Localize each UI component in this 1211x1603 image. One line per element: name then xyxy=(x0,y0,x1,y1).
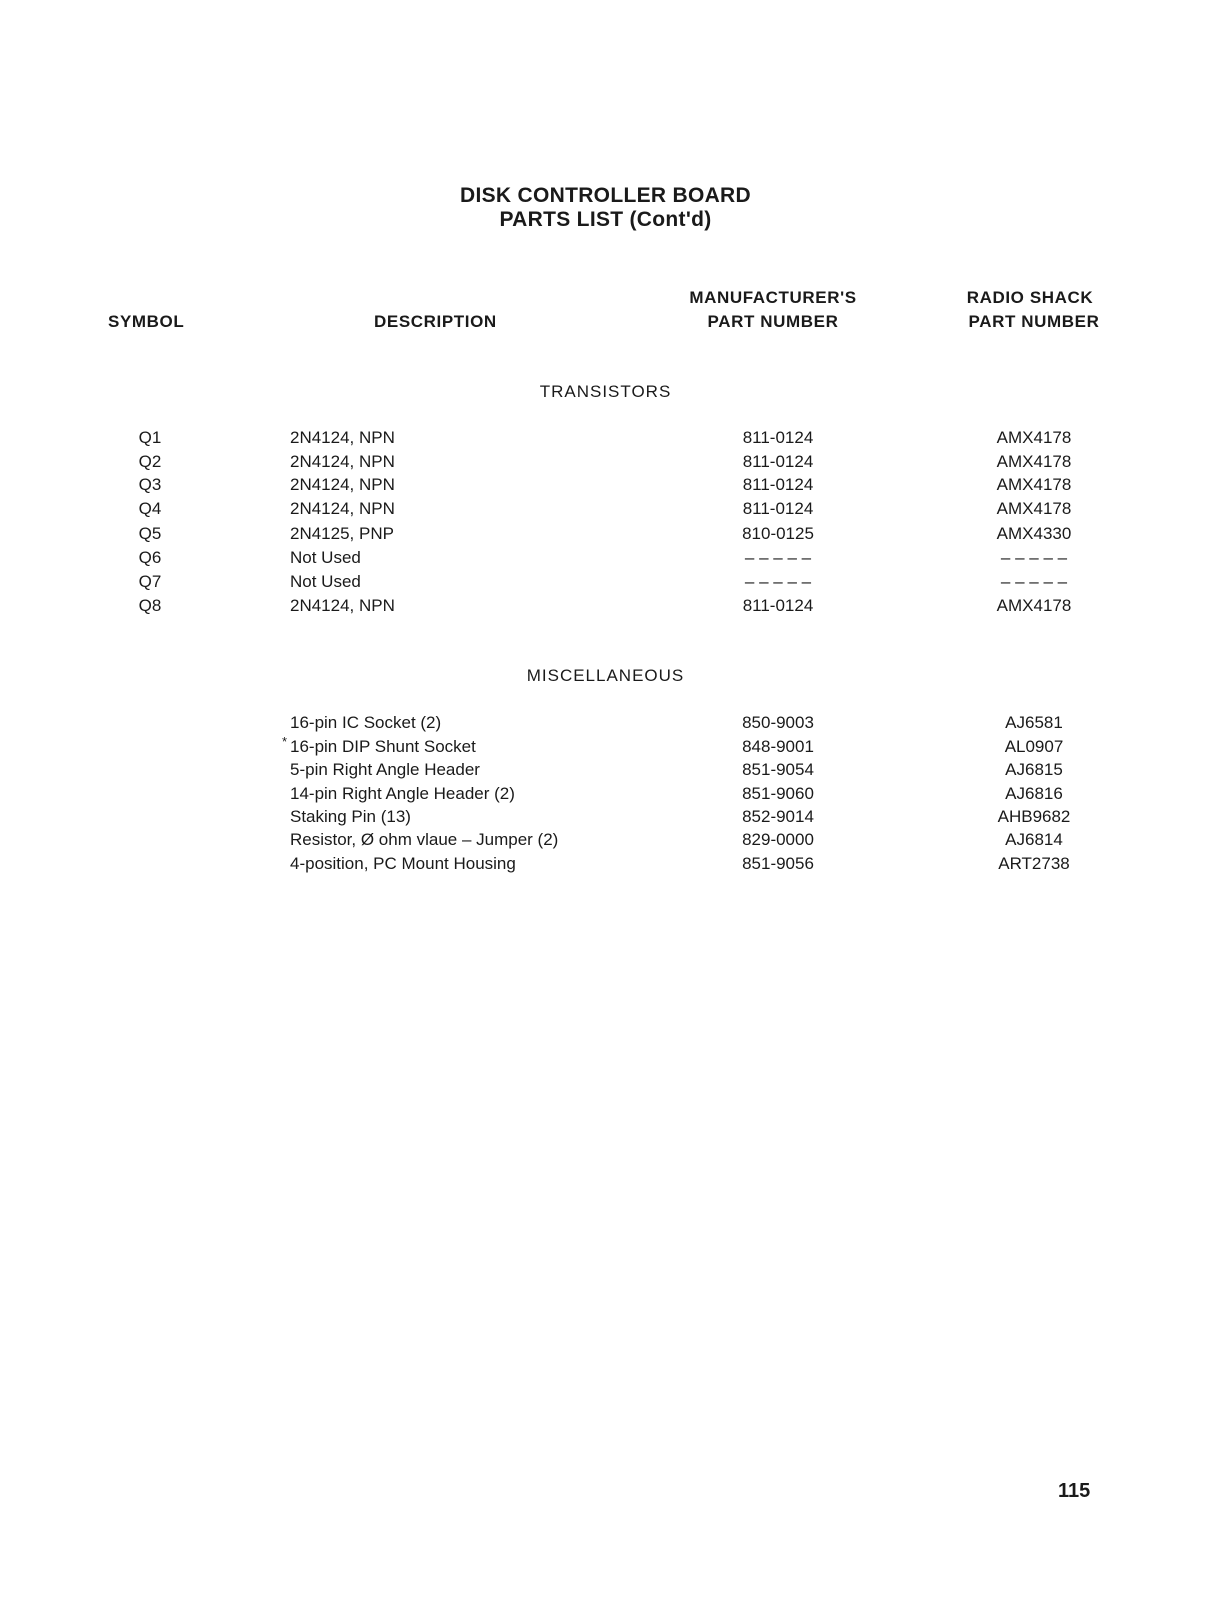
mfr-part-cell: 810-0125 xyxy=(742,524,814,543)
rs-part-cell: AJ6814 xyxy=(1005,830,1063,849)
mfr-part-cell: 811-0124 xyxy=(742,596,814,615)
symbol-cell: Q4 xyxy=(138,499,162,518)
rs-part-cell: ART2738 xyxy=(998,854,1070,873)
description-cell: Staking Pin (13) xyxy=(290,807,411,826)
mfr-part-cell: 851-9056 xyxy=(742,854,814,873)
description-cell xyxy=(282,734,476,757)
description-cell: 14-pin Right Angle Header (2) xyxy=(290,784,515,803)
table-row xyxy=(0,524,1211,548)
mfr-part-cell: 851-9060 xyxy=(742,784,814,803)
rs-part-cell: AL0907 xyxy=(1004,737,1064,756)
rs-part-cell: – – – – – xyxy=(1000,548,1068,567)
table-row xyxy=(0,596,1211,620)
rs-part-cell: AJ6816 xyxy=(1005,784,1063,803)
mfr-part-cell: 829-0000 xyxy=(742,830,814,849)
symbol-cell: Q1 xyxy=(138,428,162,447)
header-radioshack-line1: RADIO SHACK xyxy=(966,288,1094,307)
symbol-cell: Q7 xyxy=(138,572,162,591)
description-cell: 2N4125, PNP xyxy=(290,524,394,543)
table-row xyxy=(0,807,1211,831)
mfr-part-cell: 811-0124 xyxy=(742,475,814,494)
table-row xyxy=(0,499,1211,523)
table-row xyxy=(0,830,1211,854)
description-cell: Not Used xyxy=(290,548,361,567)
page-title-line1: DISK CONTROLLER BOARD xyxy=(460,184,751,207)
rs-part-cell: AMX4178 xyxy=(996,428,1072,447)
symbol-cell: Q3 xyxy=(138,475,162,494)
description-cell: 2N4124, NPN xyxy=(290,452,395,471)
description-cell: 2N4124, NPN xyxy=(290,499,395,518)
mfr-part-cell: 811-0124 xyxy=(742,452,814,471)
header-radioshack-line2: PART NUMBER xyxy=(968,312,1100,331)
header-manufacturer-line2: PART NUMBER xyxy=(707,312,839,331)
symbol-cell: Q5 xyxy=(138,524,162,543)
rs-part-cell: AJ6581 xyxy=(1005,713,1063,732)
description-text: 16-pin DIP Shunt Socket xyxy=(290,737,476,756)
description-cell: 2N4124, NPN xyxy=(290,596,395,615)
symbol-cell: Q8 xyxy=(138,596,162,615)
description-cell: 16-pin IC Socket (2) xyxy=(290,713,442,732)
mfr-part-cell: – – – – – xyxy=(744,572,812,591)
description-cell: Not Used xyxy=(290,572,361,591)
note-asterisk: * xyxy=(282,734,288,749)
rs-part-cell: AMX4178 xyxy=(996,596,1072,615)
rs-part-cell: – – – – – xyxy=(1000,572,1068,591)
description-cell: 2N4124, NPN xyxy=(290,475,395,494)
table-row xyxy=(0,734,1211,761)
mfr-part-cell: 850-9003 xyxy=(742,713,814,732)
mfr-part-cell: 811-0124 xyxy=(742,499,814,518)
description-cell: 5-pin Right Angle Header xyxy=(290,760,480,779)
rs-part-cell: AMX4178 xyxy=(996,499,1072,518)
description-cell: 2N4124, NPN xyxy=(290,428,395,447)
section-miscellaneous-label: MISCELLANEOUS xyxy=(526,666,685,685)
table-row xyxy=(0,452,1211,476)
header-symbol: SYMBOL xyxy=(108,312,185,331)
symbol-cell: Q2 xyxy=(138,452,162,471)
description-cell: Resistor, Ø ohm vlaue – Jumper (2) xyxy=(290,830,559,849)
rs-part-cell: AMX4178 xyxy=(996,452,1072,471)
page-title-line2: PARTS LIST (Cont'd) xyxy=(499,208,712,231)
table-row xyxy=(0,854,1211,878)
rs-part-cell: AHB9682 xyxy=(997,807,1071,826)
mfr-part-cell: 851-9054 xyxy=(742,760,814,779)
mfr-part-cell: 811-0124 xyxy=(742,428,814,447)
mfr-part-cell: 852-9014 xyxy=(742,807,814,826)
table-row xyxy=(0,548,1211,572)
table-row xyxy=(0,713,1211,737)
mfr-part-cell: 848-9001 xyxy=(742,737,814,756)
rs-part-cell: AMX4330 xyxy=(996,524,1072,543)
table-row xyxy=(0,760,1211,784)
mfr-part-cell: – – – – – xyxy=(744,548,812,567)
table-row xyxy=(0,475,1211,499)
rs-part-cell: AJ6815 xyxy=(1005,760,1063,779)
description-cell: 4-position, PC Mount Housing xyxy=(290,854,516,873)
rs-part-cell: AMX4178 xyxy=(996,475,1072,494)
table-row xyxy=(0,428,1211,452)
header-description: DESCRIPTION xyxy=(374,312,497,331)
section-transistors-label: TRANSISTORS xyxy=(539,382,672,401)
symbol-cell: Q6 xyxy=(138,548,162,567)
page-number: 115 xyxy=(1058,1480,1091,1502)
table-row xyxy=(0,784,1211,808)
table-row xyxy=(0,572,1211,596)
header-manufacturer-line1: MANUFACTURER'S xyxy=(689,288,857,307)
